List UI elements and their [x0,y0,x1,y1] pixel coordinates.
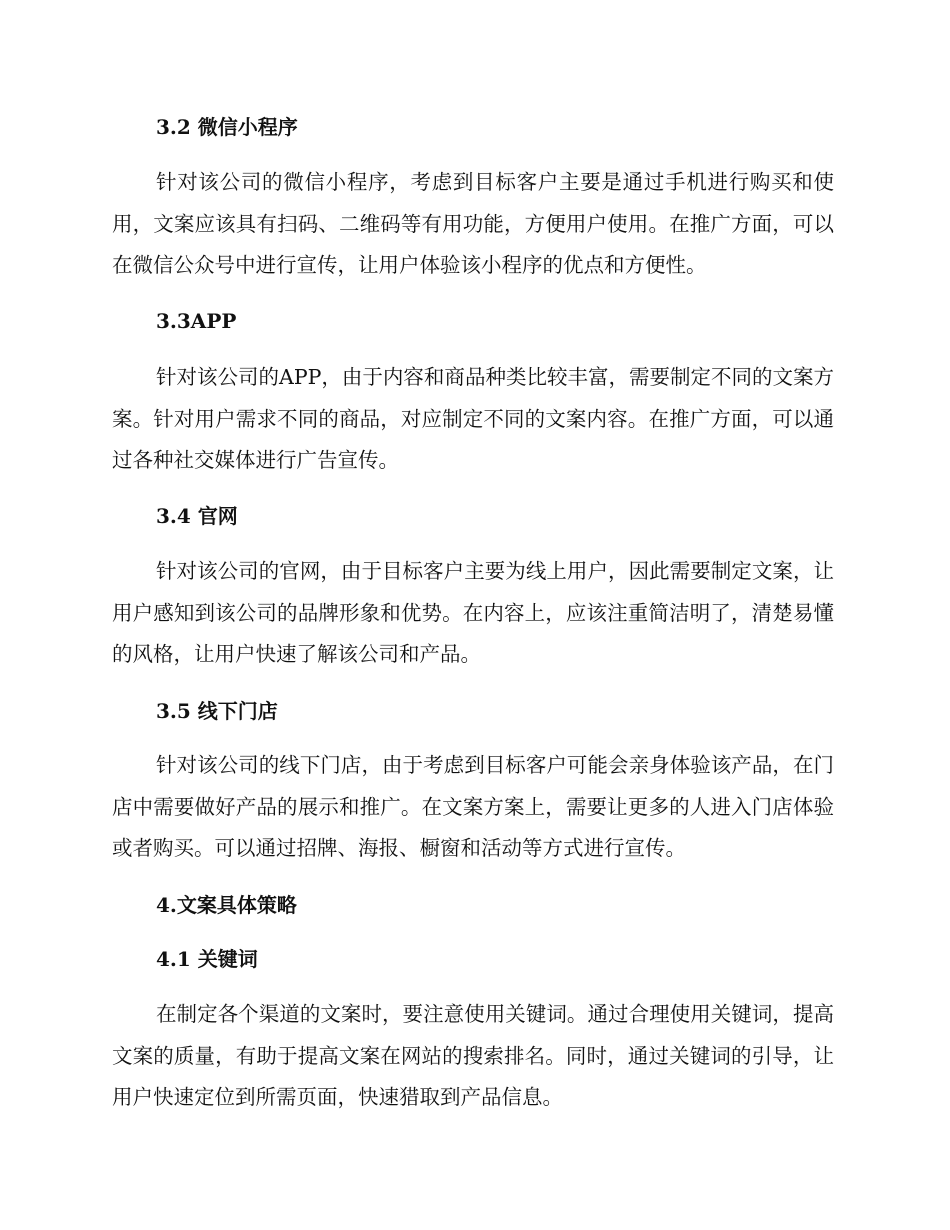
section-heading-3-3: 3.3APP [156,309,237,333]
section-paragraph-3-4: 针对该公司的官网，由于目标客户主要为线上用户，因此需要制定文案，让用户感知到该公司的品牌形象和优势。在内容上，应该注重简洁明了，清楚易懂的风格，让用户快速了解该公司和产品。 [112,559,834,666]
section-paragraph-4-1: 在制定各个渠道的文案时，要注意使用关键词。通过合理使用关键词，提高文案的质量，有助于提高文案在网站的搜索排名。同时，通过关键词的引导，让用户快速定位到所需页面，快速猎取到产品信息。 [112,1002,834,1109]
section-paragraph-3-2: 针对该公司的微信小程序，考虑到目标客户主要是通过手机进行购买和使用，文案应该具有扫码、二维码等有用功能，方便用户使用。在推广方面，可以在微信公众号中进行宣传，让用户体验该小程序的优点和方便性。 [112,170,834,277]
section-heading-3-4: 3.4 官网 [156,504,238,528]
section-paragraph-3-3: 针对该公司的APP，由于内容和商品种类比较丰富，需要制定不同的文案方案。针对用户需求不同的商品，对应制定不同的文案内容。在推广方面，可以通过各种社交媒体进行广告宣传。 [112,365,834,472]
section-heading-3-5: 3.5 线下门店 [156,699,278,723]
section-heading-3-2: 3.2 微信小程序 [156,115,298,139]
section-heading-4-1: 4.1 关键词 [156,947,258,971]
section-heading-4: 4.文案具体策略 [156,893,297,917]
section-paragraph-3-5: 针对该公司的线下门店，由于考虑到目标客户可能会亲身体验该产品，在门店中需要做好产品的展示和推广。在文案方案上，需要让更多的人进入门店体验或者购买。可以通过招牌、海报、橱窗和活动等方式进行宣传。 [112,753,834,860]
